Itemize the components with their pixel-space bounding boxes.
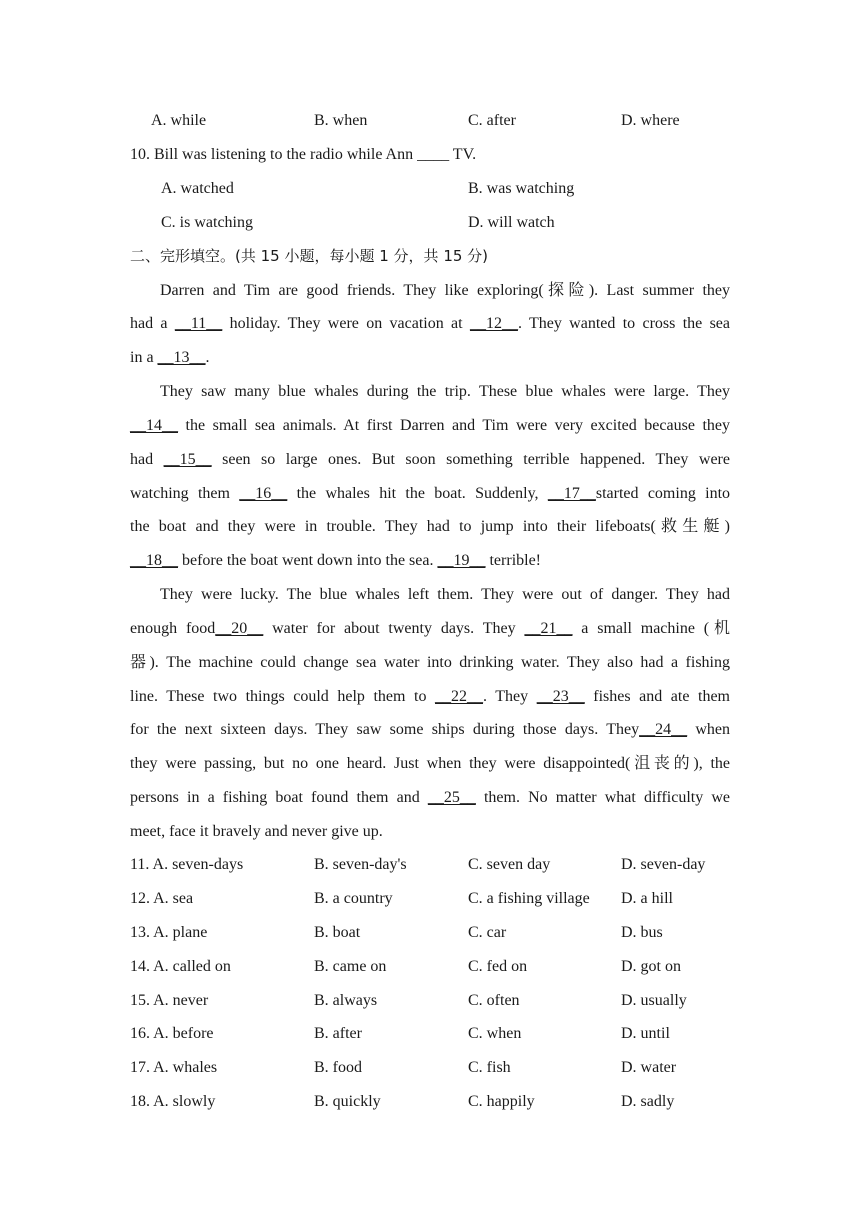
- passage-p3-line: meet, face it bravely and never give up.: [130, 823, 383, 840]
- question-13-option-d: D. bus: [621, 924, 663, 941]
- blank-marker: __13__: [157, 349, 206, 366]
- question-17-option-b: B. food: [314, 1059, 362, 1076]
- question-16-option-b: B. after: [314, 1025, 362, 1042]
- passage-p2-line: __18__ before the boat went down into the sea. __19__ terrible!: [130, 552, 542, 569]
- blank-marker: __14__: [130, 417, 178, 434]
- question-17-option-c: C. fish: [468, 1059, 511, 1076]
- passage-p2-line: __14__ the small sea animals. At first Darren and Tim were very excited because they: [130, 417, 730, 434]
- passage-p2-line: watching them __16__ the whales hit the boat. Suddenly, __17__started coming into: [130, 485, 731, 502]
- question-11-option-d: D. seven-day: [621, 856, 706, 873]
- question-13-option-b: B. boat: [314, 924, 361, 941]
- blank-marker: __18__: [130, 552, 178, 569]
- q10-option-b: B. was watching: [468, 180, 575, 197]
- question-12-option-b: B. a country: [314, 890, 393, 907]
- passage-p1-line: in a __13__.: [130, 349, 210, 366]
- question-15-option-d: D. usually: [621, 992, 687, 1009]
- blank-marker: __17__: [547, 485, 596, 502]
- question-11-option-c: C. seven day: [468, 856, 551, 873]
- blank-marker: __23__: [536, 688, 585, 705]
- blank-marker: __21__: [524, 620, 573, 637]
- q10-option-a: A. watched: [161, 180, 234, 197]
- blank-marker: __15__: [163, 451, 212, 468]
- section-heading: 二、完形填空。(共 15 小题，每小题 1 分，共 15 分): [130, 247, 489, 265]
- passage-p3-line: They were lucky. The blue whales left them. They were out of danger. They had: [160, 586, 730, 603]
- question-18-option-a: 18. A. slowly: [130, 1093, 216, 1110]
- passage-p1-line: had a __11__ holiday. They were on vacation at __12__. They wanted to cross the sea: [130, 315, 730, 332]
- passage-p3-line: persons in a fishing boat found them and __25__ them. No matter what difficulty we: [130, 789, 731, 806]
- q10-option-d: D. will watch: [468, 214, 555, 231]
- blank-marker: __20__: [215, 620, 264, 637]
- question-16-option-d: D. until: [621, 1025, 670, 1042]
- passage-p2-line: the boat and they were in trouble. They had to jump into their lifeboats(救生艇): [130, 518, 730, 535]
- question-12-option-a: 12. A. sea: [130, 890, 194, 907]
- question-14-option-d: D. got on: [621, 958, 681, 975]
- question-18-option-b: B. quickly: [314, 1093, 381, 1110]
- question-14-option-c: C. fed on: [468, 958, 528, 975]
- q9-option-c: C. after: [468, 112, 516, 129]
- question-15-option-c: C. often: [468, 992, 520, 1009]
- blank-marker: __12__: [469, 315, 518, 332]
- question-15-option-b: B. always: [314, 992, 378, 1009]
- question-15-option-a: 15. A. never: [130, 992, 209, 1009]
- passage-p3-line: for the next sixteen days. They saw some ships during those days. They__24__ when: [130, 721, 731, 738]
- q9-option-b: B. when: [314, 112, 368, 129]
- blank-marker: __22__: [435, 688, 483, 705]
- question-12-option-d: D. a hill: [621, 890, 673, 907]
- blank-marker: __24__: [639, 721, 688, 738]
- question-16-option-c: C. when: [468, 1025, 522, 1042]
- question-17-option-d: D. water: [621, 1059, 677, 1076]
- question-18-option-c: C. happily: [468, 1093, 535, 1110]
- blank-marker: __11__: [174, 315, 223, 332]
- question-13-option-a: 13. A. plane: [130, 924, 208, 941]
- question-16-option-a: 16. A. before: [130, 1025, 214, 1042]
- q9-option-a: A. while: [151, 112, 207, 129]
- question-14-option-a: 14. A. called on: [130, 958, 231, 975]
- question-12-option-c: C. a fishing village: [468, 890, 590, 907]
- question-13-option-c: C. car: [468, 924, 507, 941]
- passage-p2-line: had __15__ seen so large ones. But soon something terrible happened. They were: [130, 451, 730, 468]
- blank-marker: __25__: [427, 789, 476, 806]
- passage-p3-line: they were passing, but no one heard. Just when they were disappointed(沮丧的), the: [130, 755, 730, 772]
- passage-p2-line: They saw many blue whales during the trip. These blue whales were large. They: [160, 383, 730, 400]
- q10-stem: 10. Bill was listening to the radio while Ann ____ TV.: [130, 146, 477, 163]
- question-11-option-a: 11. A. seven-days: [130, 856, 244, 873]
- passage-p3-line: line. These two things could help them to __22__. They __23__ fishes and ate them: [130, 688, 730, 705]
- q9-option-d: D. where: [621, 112, 680, 129]
- passage-p3-line: 器). The machine could change sea water into drinking water. They also had a fishing: [130, 654, 730, 671]
- passage-p1-line: Darren and Tim are good friends. They like exploring(探险). Last summer they: [160, 282, 730, 299]
- q10-option-c: C. is watching: [161, 214, 253, 231]
- question-18-option-d: D. sadly: [621, 1093, 675, 1110]
- question-17-option-a: 17. A. whales: [130, 1059, 218, 1076]
- question-14-option-b: B. came on: [314, 958, 387, 975]
- blank-marker: __16__: [239, 485, 288, 502]
- passage-p3-line: enough food__20__ water for about twenty days. They __21__ a small machine (机: [130, 620, 730, 637]
- question-11-option-b: B. seven-day's: [314, 856, 407, 873]
- blank-marker: __19__: [437, 552, 486, 569]
